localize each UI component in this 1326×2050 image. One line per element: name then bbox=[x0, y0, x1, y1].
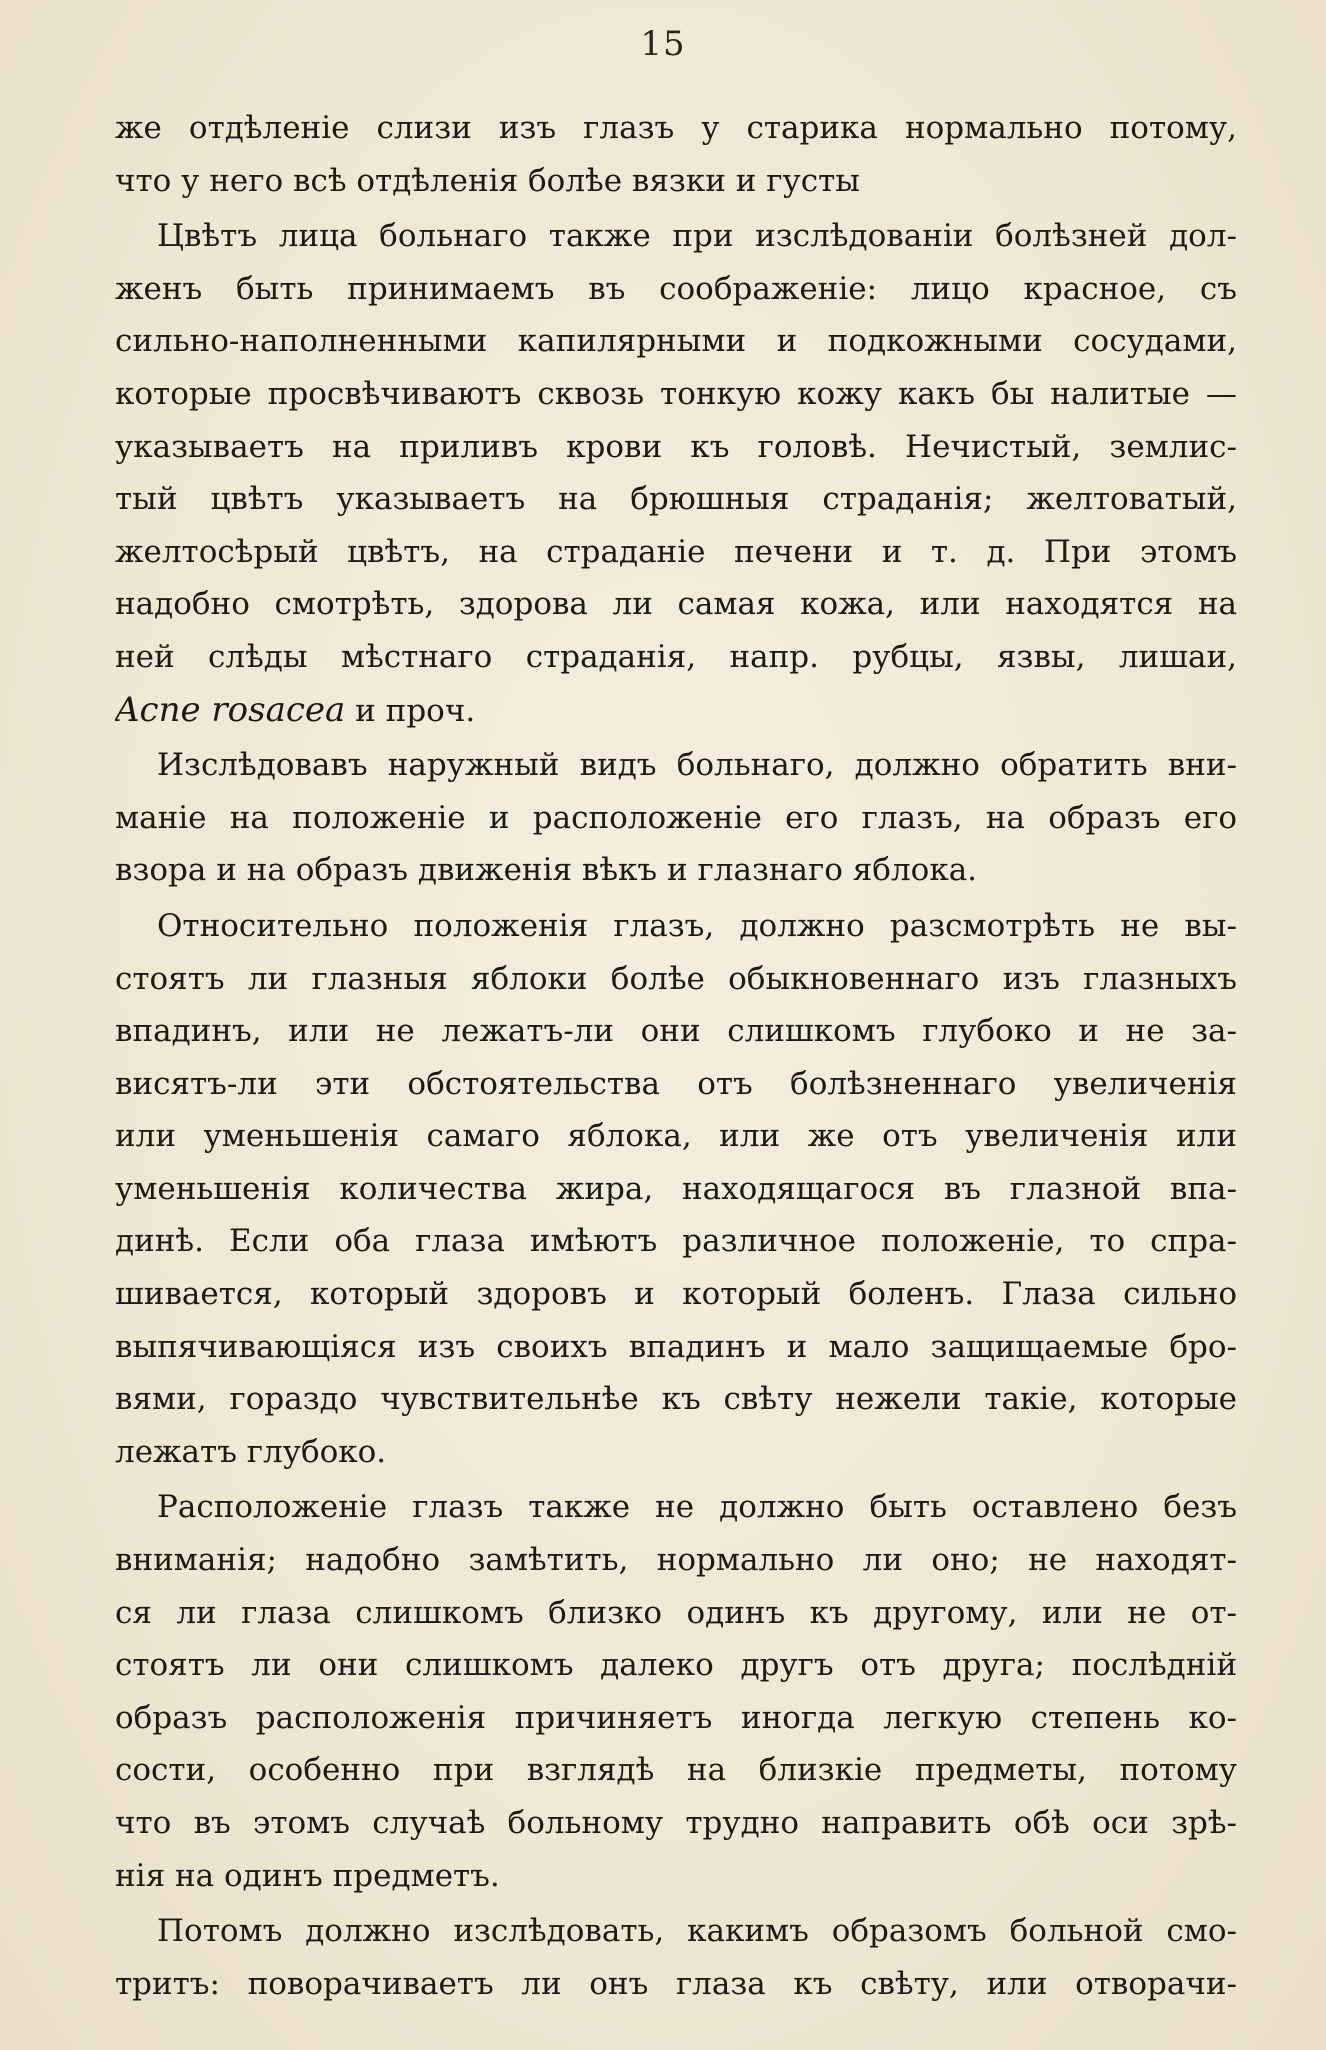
latin-term: Acne rosacea bbox=[115, 689, 346, 730]
text-line: которые просвѣчиваютъ сквозь тонкую кожу какъ бы налитые — bbox=[115, 375, 1237, 412]
text-line: маніе на положеніе и расположеніе его глазъ, на образъ его bbox=[115, 799, 1237, 836]
text-line: уменьшенія количества жира, находящагося въ глазной впа- bbox=[115, 1170, 1237, 1207]
text-line: взора и на образъ движенія вѣкъ и глазнаго яблока. bbox=[115, 852, 978, 889]
text-line-fragment: и проч. bbox=[355, 692, 476, 729]
text-line: шивается, который здоровъ и который боленъ. Глаза сильно bbox=[115, 1276, 1237, 1313]
page-number: 15 bbox=[640, 24, 686, 64]
text-line: вниманія; надобно замѣтить, нормально ли оно; не находят- bbox=[115, 1542, 1237, 1579]
text-line: Цвѣтъ лица больнаго также при изслѣдованіи болѣзней дол- bbox=[157, 218, 1237, 255]
text-line: нія на одинъ предметъ. bbox=[115, 1857, 500, 1894]
text-line: женъ быть принимаемъ въ соображеніе: лицо красное, съ bbox=[115, 270, 1237, 307]
text-line: впадинъ, или не лежатъ-ли они слишкомъ глубоко и не за- bbox=[115, 1013, 1237, 1050]
text-line: тритъ: поворачиваетъ ли онъ глаза къ свѣту, или отворачи- bbox=[115, 1965, 1237, 2002]
text-line: что въ этомъ случаѣ больному трудно направить обѣ оси зрѣ- bbox=[115, 1805, 1237, 1841]
text-line: что у него всѣ отдѣленія болѣе вязки и густы bbox=[115, 162, 860, 199]
page-body-text bbox=[115, 102, 1237, 2010]
text-line: образъ расположенія причиняетъ иногда легкую степень ко- bbox=[115, 1699, 1237, 1736]
text-line: же отдѣленіе слизи изъ глазъ у старика нормально потому, bbox=[115, 110, 1237, 146]
text-line: Изслѣдовавъ наружный видъ больнаго, должно обратить вни- bbox=[157, 747, 1237, 784]
text-line-latin bbox=[115, 684, 1237, 737]
text-line: динѣ. Если оба глаза имѣютъ различное положеніе, то спра- bbox=[115, 1223, 1237, 1260]
text-line: тый цвѣтъ указываетъ на брюшныя страданія; желтоватый, bbox=[115, 481, 1237, 518]
text-line: лежатъ глубоко. bbox=[115, 1433, 387, 1470]
text-line: выпячивающіяся изъ своихъ впадинъ и мало защищаемые бро- bbox=[115, 1328, 1237, 1365]
text-line: сости, особенно при взглядѣ на близкіе предметы, потому bbox=[115, 1752, 1237, 1789]
text-line: ся ли глаза слишкомъ близко одинъ къ другому, или не от- bbox=[115, 1594, 1237, 1631]
text-line: стоятъ ли глазныя яблоки болѣе обыкновеннаго изъ глазныхъ bbox=[115, 960, 1237, 997]
text-line: вями, гораздо чувствительнѣе къ свѣту нежели такіе, которые bbox=[115, 1381, 1237, 1418]
text-line: или уменьшенія самаго яблока, или же отъ увеличенія или bbox=[115, 1118, 1237, 1155]
text-line: висятъ-ли эти обстоятельства отъ болѣзненнаго увеличенія bbox=[115, 1065, 1237, 1102]
text-line: сильно-наполненными капилярными и подкожными сосудами, bbox=[115, 323, 1237, 360]
text-line: стоятъ ли они слишкомъ далеко другъ отъ друга; послѣдній bbox=[115, 1647, 1237, 1684]
text-line: желтосѣрый цвѣтъ, на страданіе печени и т. д. При этомъ bbox=[115, 533, 1237, 570]
text-line: Потомъ должно изслѣдовать, какимъ образомъ больной смо- bbox=[157, 1913, 1237, 1950]
text-line: указываетъ на приливъ крови къ головѣ. Нечистый, землис- bbox=[115, 428, 1237, 465]
text-line: надобно смотрѣть, здорова ли самая кожа, или находятся на bbox=[115, 586, 1237, 623]
text-line: Относительно положенія глазъ, должно разсмотрѣть не вы- bbox=[157, 907, 1237, 944]
text-line: Расположеніе глазъ также не должно быть оставлено безъ bbox=[157, 1489, 1237, 1526]
text-line: ней слѣды мѣстнаго страданія, напр. рубцы, язвы, лишаи, bbox=[115, 638, 1237, 675]
